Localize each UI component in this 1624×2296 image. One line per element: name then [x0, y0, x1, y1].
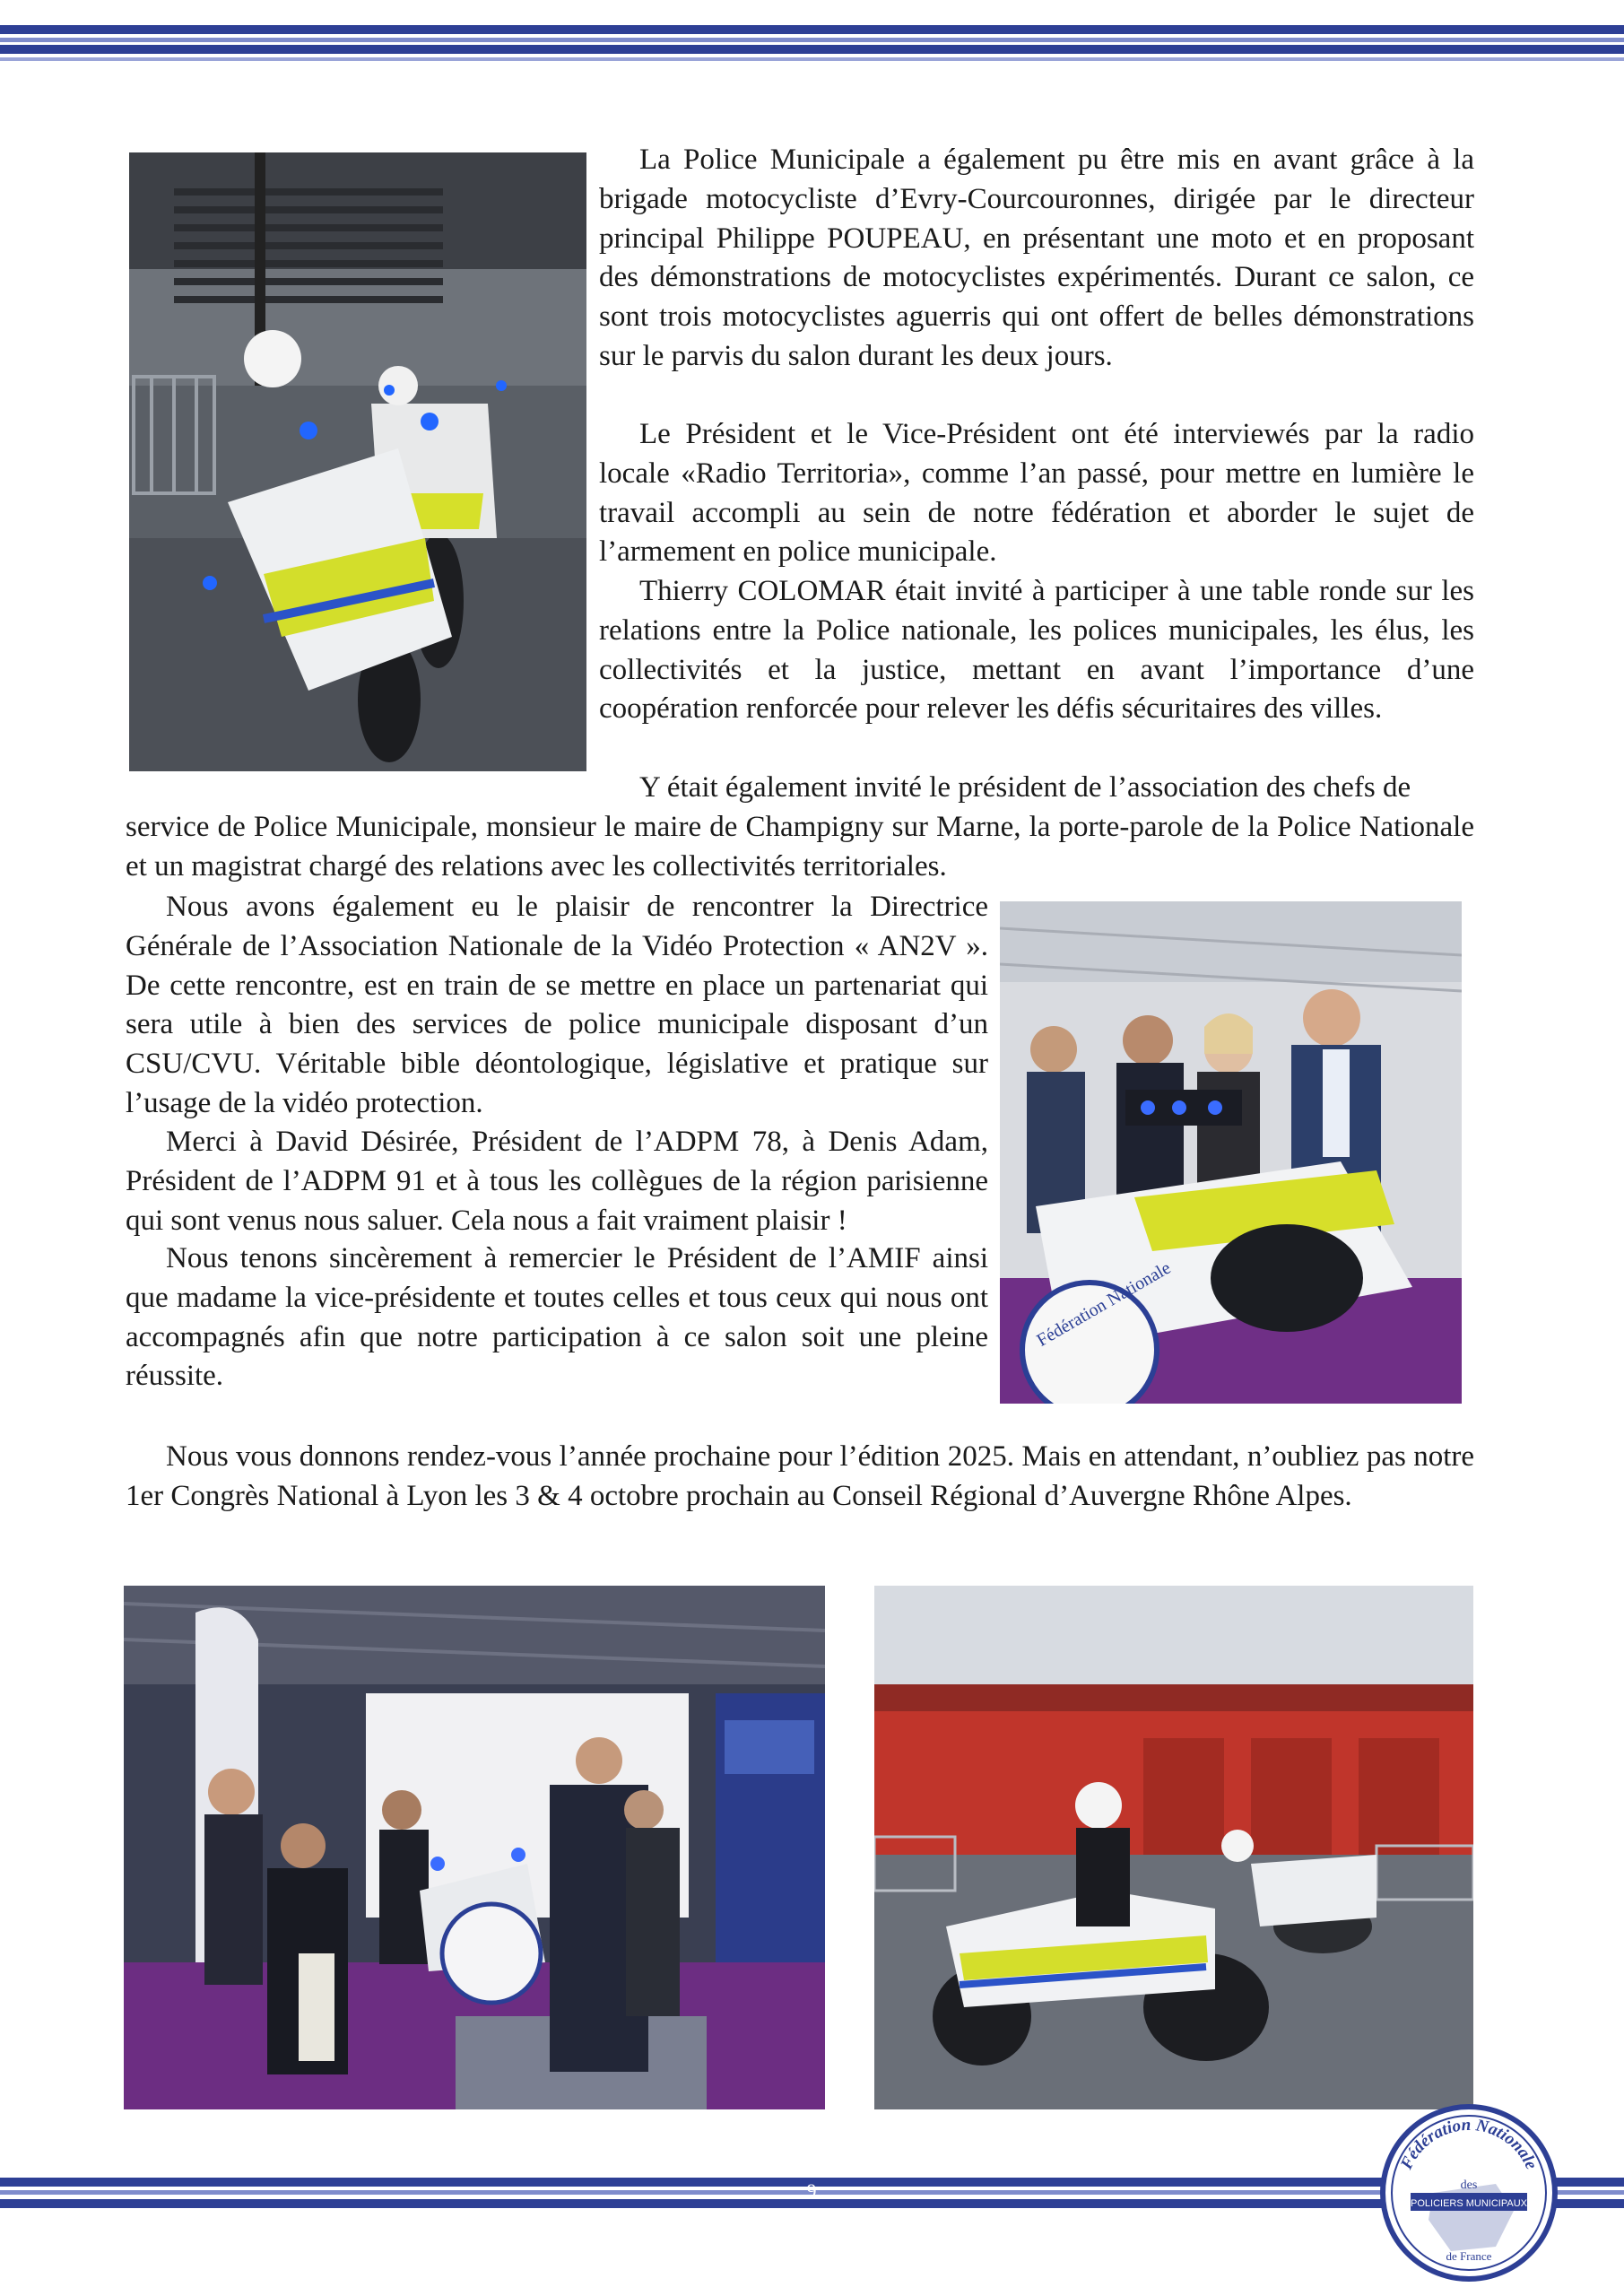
paragraph-invited-guests-start: Y était également invité le président de l’association des chefs de	[639, 771, 1411, 804]
page-number: 9	[806, 2179, 817, 2202]
federation-logo	[1379, 2103, 1559, 2283]
paragraph-see-you-2025: Nous vous donnons rendez-vous l’année prochaine pour l’édition 2025. Mais en attendant, n’oubliez pas notre 1er Congrès National à Lyon les 3 & 4 octobre prochain au Conseil Régional d’Auvergne Rhône Alpes.	[126, 1440, 1474, 1512]
paragraph-motorcycle-brigade: La Police Municipale a également pu être mis en avant grâce à la brigade motocycliste d’Evry-Courcouronnes, dirigée par le directeur principal Philippe POUPEAU, en présentant une moto et en proposant des démonstrations de motocyclistes expérimentés. Durant ce salon, ce sont trois motocyclistes aguerris qui ont offert de belles démonstrations sur le parvis du salon durant les deux jours.	[599, 144, 1474, 372]
paragraph-an2v-meeting: Nous avons également eu le plaisir de rencontrer la Directrice Générale de l’Association Nationale de la Vidéo Protection « AN2V ». De cette rencontre, est en train de se mettre en place un partenariat qui sera utile à bien des services de police municipale disposant d’un CSU/CVU. Véritable bible déontologique, législative et pratique sur l’usage de la vidéo protection.	[126, 891, 988, 1119]
logo-banner-text: POLICIERS MUNICIPAUX	[1411, 2198, 1527, 2209]
top-band-thick-1	[0, 25, 1624, 34]
photo-outdoor-demo	[874, 1586, 1473, 2109]
photo-group-motorcycle	[1000, 901, 1462, 1404]
photo-stand-visitors	[124, 1586, 825, 2109]
paragraph-thanks-amif: Nous tenons sincèrement à remercier le Président de l’AMIF ainsi que madame la vice-présidente et toutes celles et tous ceux qui nous ont accompagnés afin que notre participation à ce salon soit une pleine réussite.	[126, 1242, 988, 1393]
top-band-thin	[0, 38, 1624, 42]
top-band-line	[0, 57, 1624, 61]
logo-arc-text: Fédération Nationale	[1396, 2115, 1541, 2173]
logo-bottom-text: de France	[1446, 2249, 1492, 2263]
logo-des-text: des	[1460, 2179, 1478, 2192]
svg-text:Fédération Nationale: Fédération Nationale	[1033, 1257, 1175, 1351]
paragraph-radio-interview: Le Président et le Vice-Président ont été interviewés par la radio locale «Radio Territoria», comme l’an passé, pour mettre en lumière le travail accompli au sein de notre fédération et aborder le sujet de l’armement en police municipale.	[599, 418, 1474, 569]
top-band-thick-2	[0, 45, 1624, 54]
photo-motorcycle-demo	[129, 152, 586, 771]
paragraph-round-table: Thierry COLOMAR était invité à participer à une table ronde sur les relations entre la Police nationale, les polices municipales, les élus, les collectivités et la justice, mettant en avant l’importance d’une coopération renforcée pour relever les défis sécuritaires des villes.	[599, 575, 1474, 726]
paragraph-invited-guests-end: service de Police Municipale, monsieur le maire de Champigny sur Marne, la porte-parole de la Police Nationale et un magistrat chargé des relations avec les collectivités territoriales.	[126, 811, 1474, 883]
paragraph-thanks-colleagues: Merci à David Désirée, Président de l’ADPM 78, à Denis Adam, Président de l’ADPM 91 et à tous les collègues de la région parisienne qui sont venus nous saluer. Cela nous a fait vraiment plaisir !	[126, 1126, 988, 1237]
